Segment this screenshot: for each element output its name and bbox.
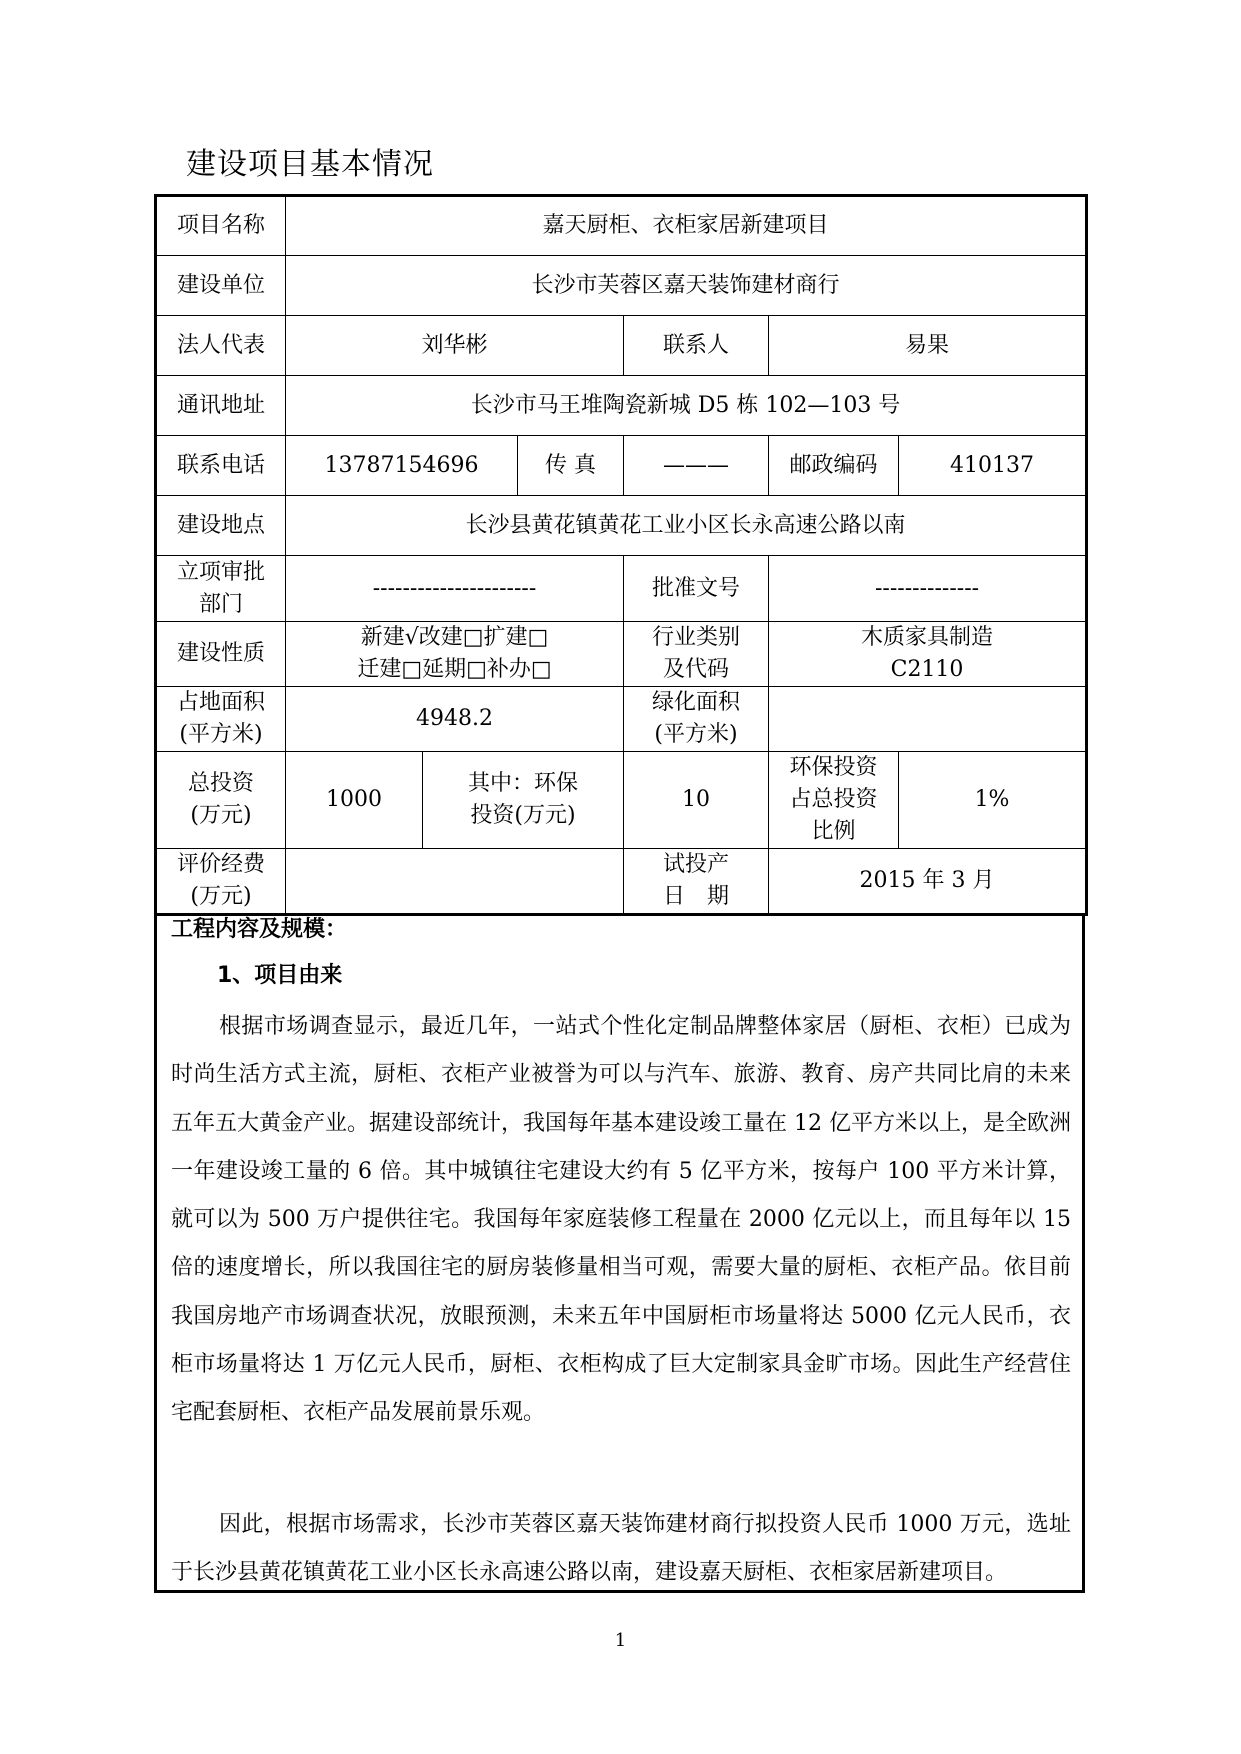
value-phone: 13787154696 — [286, 436, 518, 496]
row-site — [156, 496, 1087, 556]
value-legal: 刘华彬 — [286, 316, 624, 376]
paragraph-conclusion: 因此，根据市场需求，长沙市芙蓉区嘉天装饰建材商行拟投资人民币 1000 万元，选址于长沙县黄花镇黄花工业小区长永高速公路以南，建设嘉天厨柜、衣柜家居新建项目。 — [171, 1512, 1071, 1586]
row-project-name — [156, 196, 1087, 256]
label-fee: 评价经费 (万元) — [156, 849, 286, 915]
value-trial: 2015 年 3 月 — [769, 849, 1087, 915]
row-address — [156, 376, 1087, 436]
value-env-ratio: 1% — [899, 752, 1087, 849]
label-env-investment: 其中：环保 投资(万元) — [423, 752, 624, 849]
label-legal: 法人代表 — [156, 316, 286, 376]
project-content-section — [154, 913, 1085, 1593]
label-address: 通讯地址 — [156, 376, 286, 436]
row-nature — [156, 622, 1087, 687]
section-heading: 工程内容及规模： — [171, 917, 348, 942]
value-project-name: 嘉天厨柜、衣柜家居新建项目 — [286, 196, 1087, 256]
value-approval-doc: -------------- — [769, 556, 1087, 622]
page-number: 1 — [614, 1630, 627, 1651]
label-nature: 建设性质 — [156, 622, 286, 687]
section-subheading: 1、项目由来 — [217, 963, 343, 988]
value-address: 长沙市马王堆陶瓷新城 D5 栋 102—103 号 — [286, 376, 1087, 436]
row-phone — [156, 436, 1087, 496]
value-contact: 易果 — [769, 316, 1087, 376]
value-area: 4948.2 — [286, 687, 624, 752]
value-site: 长沙县黄花镇黄花工业小区长永高速公路以南 — [286, 496, 1087, 556]
label-trial: 试投产 日 期 — [624, 849, 769, 915]
row-fee — [156, 849, 1087, 915]
value-approval: ---------------------- — [286, 556, 624, 622]
label-area: 占地面积 (平方米) — [156, 687, 286, 752]
value-green — [769, 687, 1087, 752]
value-fee — [286, 849, 624, 915]
value-nature: 新建√改建□扩建□ 迁建□延期□补办□ — [286, 622, 624, 687]
label-approval-doc: 批准文号 — [624, 556, 769, 622]
value-investment: 1000 — [286, 752, 423, 849]
label-postal: 邮政编码 — [769, 436, 899, 496]
row-approval — [156, 556, 1087, 622]
row-investment — [156, 752, 1087, 849]
row-unit — [156, 256, 1087, 316]
label-project-name: 项目名称 — [156, 196, 286, 256]
project-info-table — [154, 194, 1088, 916]
row-legal — [156, 316, 1087, 376]
label-unit: 建设单位 — [156, 256, 286, 316]
label-investment: 总投资 (万元) — [156, 752, 286, 849]
label-contact: 联系人 — [624, 316, 769, 376]
value-postal: 410137 — [899, 436, 1087, 496]
value-fax: ——— — [624, 436, 769, 496]
label-industry: 行业类别 及代码 — [624, 622, 769, 687]
row-area — [156, 687, 1087, 752]
page-title: 建设项目基本情况 — [186, 147, 434, 182]
label-approval: 立项审批 部门 — [156, 556, 286, 622]
value-unit: 长沙市芙蓉区嘉天装饰建材商行 — [286, 256, 1087, 316]
value-industry: 木质家具制造 C2110 — [769, 622, 1087, 687]
value-env-investment: 10 — [624, 752, 769, 849]
label-phone: 联系电话 — [156, 436, 286, 496]
label-site: 建设地点 — [156, 496, 286, 556]
label-env-ratio: 环保投资 占总投资 比例 — [769, 752, 899, 849]
paragraph-background: 根据市场调查显示，最近几年，一站式个性化定制品牌整体家居（厨柜、衣柜）已成为时尚生活方式主流，厨柜、衣柜产业被誉为可以与汽车、旅游、教育、房产共同比肩的未来五年五大黄金产业。据建设部统计，我国每年基本建设竣工量在 12 亿平方米以上，是全欧洲一年建设竣工量的 6 倍。其中城镇往宅建设大约有 5 亿平方米，按每户 100 平方米计算，就可以为 500 万户提供往宅。我国每年家庭装修工程量在 2000 亿元以上，而且每年以 15 倍的速度增长，所以我国往宅的厨房装修量相当可观，需要大量的厨柜、衣柜产品。依目前我国房地产市场调查状况，放眼预测，未来五年中国厨柜市场量将达 5000 亿元人民币，衣柜市场量将达 1 万亿元人民币，厨柜、衣柜构成了巨大定制家具金旷市场。因此生产经营住宅配套厨柜、衣柜产品发展前景乐观。 — [171, 1014, 1071, 1426]
label-fax: 传 真 — [518, 436, 624, 496]
label-green: 绿化面积 (平方米) — [624, 687, 769, 752]
